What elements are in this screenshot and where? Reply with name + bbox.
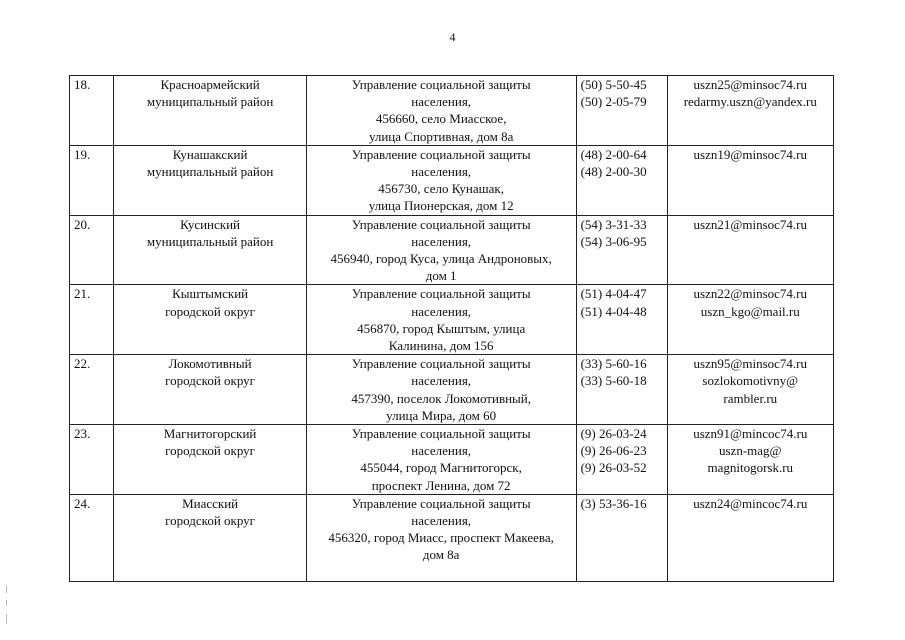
email-address: uszn19@minsoc74.ru (693, 146, 807, 162)
phone-cell (576, 145, 667, 215)
email-cell (667, 215, 833, 285)
address-line: 456870, город Кыштым, улица (357, 320, 526, 336)
table-row (70, 494, 834, 581)
district-cell (114, 285, 306, 355)
address-line: населения, (411, 303, 472, 319)
address-cell (306, 494, 576, 581)
address-cell (306, 425, 576, 495)
address-cell (306, 285, 576, 355)
phone-cell (576, 355, 667, 425)
email-address: sozlokomotivny@ (702, 373, 799, 389)
phone-number: (9) 26-06-23 (580, 443, 647, 459)
table-row (70, 145, 834, 215)
email-address: uszn91@mincoc74.ru (693, 426, 808, 442)
table-row (70, 285, 834, 355)
phone-cell (576, 494, 667, 581)
phone-number: (50) 5-50-45 (580, 77, 647, 92)
address-line: населения, (411, 233, 472, 249)
scan-edge-mark (6, 585, 7, 593)
address-line: дом 1 (425, 268, 457, 284)
address-cell (306, 215, 576, 285)
row-number: 22. (70, 355, 114, 425)
district-line: Красноармейский (160, 77, 260, 92)
phone-number: (54) 3-06-95 (580, 233, 647, 249)
district-line: Кунашакский (172, 146, 248, 162)
district-cell (114, 215, 306, 285)
address-line: 456940, город Куса, улица Андроновых, (330, 251, 552, 267)
email-address: uszn_kgo@mail.ru (700, 303, 800, 319)
phone-number: (33) 5-60-16 (580, 356, 647, 372)
address-line: 457390, поселок Локомотивный, (351, 390, 531, 406)
phone-number: (3) 53-36-16 (580, 495, 647, 511)
email-cell (667, 285, 833, 355)
district-line: городской округ (165, 373, 256, 389)
address-line: проспект Ленина, дом 72 (371, 477, 511, 493)
address-cell (306, 145, 576, 215)
email-cell (667, 76, 833, 146)
address-line: населения, (411, 164, 472, 180)
email-address: rambler.ru (723, 390, 778, 406)
phone-number: (51) 4-04-47 (580, 286, 647, 302)
row-number: 18. (70, 76, 114, 146)
district-line: муниципальный район (146, 94, 274, 110)
email-cell (667, 494, 833, 581)
address-line: 456320, город Миасс, проспект Макеева, (328, 530, 554, 546)
district-line: Локомотивный (168, 356, 252, 372)
address-line: 456730, село Кунашак, (378, 181, 504, 197)
table-row (70, 355, 834, 425)
phone-number: (48) 2-00-64 (580, 146, 647, 162)
district-line: городской округ (165, 443, 256, 459)
email-address: magnitogorsk.ru (707, 460, 794, 476)
address-line: улица Спортивная, дом 8а (368, 128, 514, 144)
address-cell (306, 76, 576, 146)
phone-cell (576, 215, 667, 285)
table-row (70, 215, 834, 285)
phone-number: (54) 3-31-33 (580, 216, 647, 232)
social-protection-directory-table (69, 75, 834, 582)
district-line: Кусинский (180, 216, 241, 232)
district-line: городской округ (165, 303, 256, 319)
address-line: населения, (411, 513, 472, 529)
row-number: 24. (70, 494, 114, 581)
phone-cell (576, 425, 667, 495)
scan-edge-mark (6, 614, 7, 624)
address-line: населения, (411, 443, 472, 459)
page-number: 4 (449, 30, 456, 44)
district-cell (114, 76, 306, 146)
district-line: муниципальный район (146, 233, 274, 249)
email-address: uszn22@minsoc74.ru (693, 286, 807, 302)
table-row (70, 425, 834, 495)
phone-number: (51) 4-04-48 (580, 303, 647, 319)
address-line: Управление социальной защиты (351, 356, 531, 372)
row-number: 23. (70, 425, 114, 495)
email-cell (667, 425, 833, 495)
address-line: улица Пионерская, дом 12 (368, 198, 514, 214)
phone-number: (33) 5-60-18 (580, 373, 647, 389)
email-address: uszn24@mincoc74.ru (693, 495, 808, 511)
address-line: населения, (411, 94, 472, 110)
table-row (70, 76, 834, 146)
address-line: Управление социальной защиты (351, 286, 531, 302)
email-address: uszn25@minsoc74.ru (693, 77, 807, 92)
address-line: Калинина, дом 156 (388, 338, 494, 354)
address-line: Управление социальной защиты (351, 426, 531, 442)
district-line: муниципальный район (146, 164, 274, 180)
email-address: uszn-mag@ (719, 443, 782, 459)
row-number: 21. (70, 285, 114, 355)
address-line: 456660, село Миасское, (375, 111, 507, 127)
scan-edge-mark (6, 600, 7, 606)
email-address: uszn95@minsoc74.ru (693, 356, 807, 372)
row-number: 19. (70, 145, 114, 215)
email-cell (667, 355, 833, 425)
phone-number: (9) 26-03-52 (580, 460, 647, 476)
address-line: Управление социальной защиты (351, 77, 531, 92)
row-number: 20. (70, 215, 114, 285)
address-cell (306, 355, 576, 425)
email-address: redarmy.uszn@yandex.ru (683, 94, 817, 110)
district-cell (114, 425, 306, 495)
phone-number: (50) 2-05-79 (580, 94, 647, 110)
phone-cell (576, 76, 667, 146)
district-cell (114, 355, 306, 425)
district-line: Магнитогорский (163, 426, 257, 442)
address-line: Управление социальной защиты (351, 216, 531, 232)
email-address: uszn21@minsoc74.ru (693, 216, 807, 232)
phone-number: (9) 26-03-24 (580, 426, 647, 442)
district-cell (114, 145, 306, 215)
address-line: 455044, город Магнитогорск, (360, 460, 522, 476)
district-line: Миасский (182, 495, 239, 511)
address-line: улица Мира, дом 60 (386, 407, 497, 423)
address-line: Управление социальной защиты (351, 146, 531, 162)
phone-number: (48) 2-00-30 (580, 164, 647, 180)
address-line: Управление социальной защиты (351, 495, 531, 511)
address-line: дом 8а (422, 547, 460, 563)
email-cell (667, 145, 833, 215)
address-line: населения, (411, 373, 472, 389)
district-cell (114, 494, 306, 581)
phone-cell (576, 285, 667, 355)
district-line: городской округ (165, 513, 256, 529)
district-line: Кыштымский (172, 286, 249, 302)
